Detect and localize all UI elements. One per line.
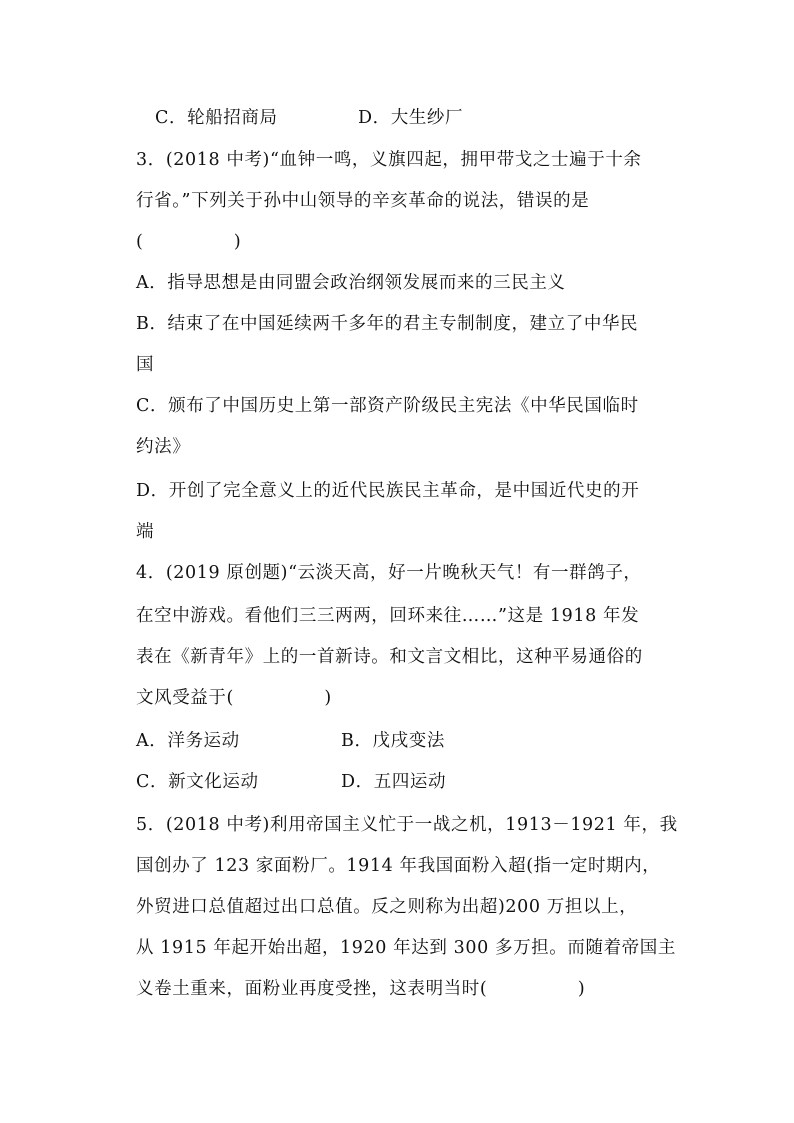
q4-option-b: B．戊戌变法	[341, 731, 445, 751]
q5-stem-line-4: 从 1915 年起开始出超，1920 年达到 300 多万担。而随着帝国主	[136, 938, 676, 958]
q5-stem-line-5: 义卷土重来，面粉业再度受挫，这表明当时( )	[136, 979, 586, 999]
q3-stem-line-2: 行省。”下列关于孙中山领导的辛亥革命的说法，错误的是	[136, 191, 590, 211]
q4-stem-line-3: 表在《新青年》上的一首新诗。和文言文相比，这种平易通俗的	[136, 647, 643, 667]
q5-stem-line-3: 外贸进口总值超过出口总值。反之则称为出超)200 万担以上，	[136, 897, 638, 917]
q5-stem-line-2: 国创办了 123 家面粉厂。1914 年我国面粉入超(指一定时期内，	[136, 856, 661, 876]
q5-stem-line-1: 5．(2018 中考)利用帝国主义忙于一战之机，1913－1921 年，我	[136, 815, 678, 835]
q2-option-c: C．轮船招商局	[155, 108, 278, 128]
q3-option-c-line-2: 约法》	[136, 437, 191, 457]
q4-stem-line-1: 4．(2019 原创题)“云淡天高，好一片晚秋天气！有一群鸽子，	[136, 563, 642, 583]
q4-stem-line-2: 在空中游戏。看他们三三两两，回环来往……”这是 1918 年发	[136, 606, 640, 626]
q4-stem-line-4: 文风受益于( )	[136, 688, 332, 708]
q3-option-b-line-2: 国	[136, 355, 155, 375]
q3-option-d-line-2: 端	[136, 522, 155, 542]
q4-option-d: D．五四运动	[341, 772, 447, 792]
q3-answer-blank: ( )	[136, 232, 242, 252]
q2-option-d: D．大生纱厂	[358, 108, 464, 128]
q3-option-d-line-1: D．开创了完全意义上的近代民族民主革命，是中国近代史的开	[136, 481, 640, 501]
q3-stem-line-1: 3．(2018 中考)“血钟一鸣，义旗四起，拥甲带戈之士遍于十余	[136, 150, 642, 170]
q3-option-a: A．指导思想是由同盟会政治纲领发展而来的三民主义	[136, 273, 566, 293]
q4-option-c: C．新文化运动	[136, 772, 259, 792]
q3-option-b-line-1: B．结束了在中国延续两千多年的君主专制制度，建立了中华民	[136, 314, 639, 334]
q4-option-a: A．洋务运动	[136, 731, 240, 751]
q3-option-c-line-1: C．颁布了中国历史上第一部资产阶级民主宪法《中华民国临时	[136, 396, 639, 416]
